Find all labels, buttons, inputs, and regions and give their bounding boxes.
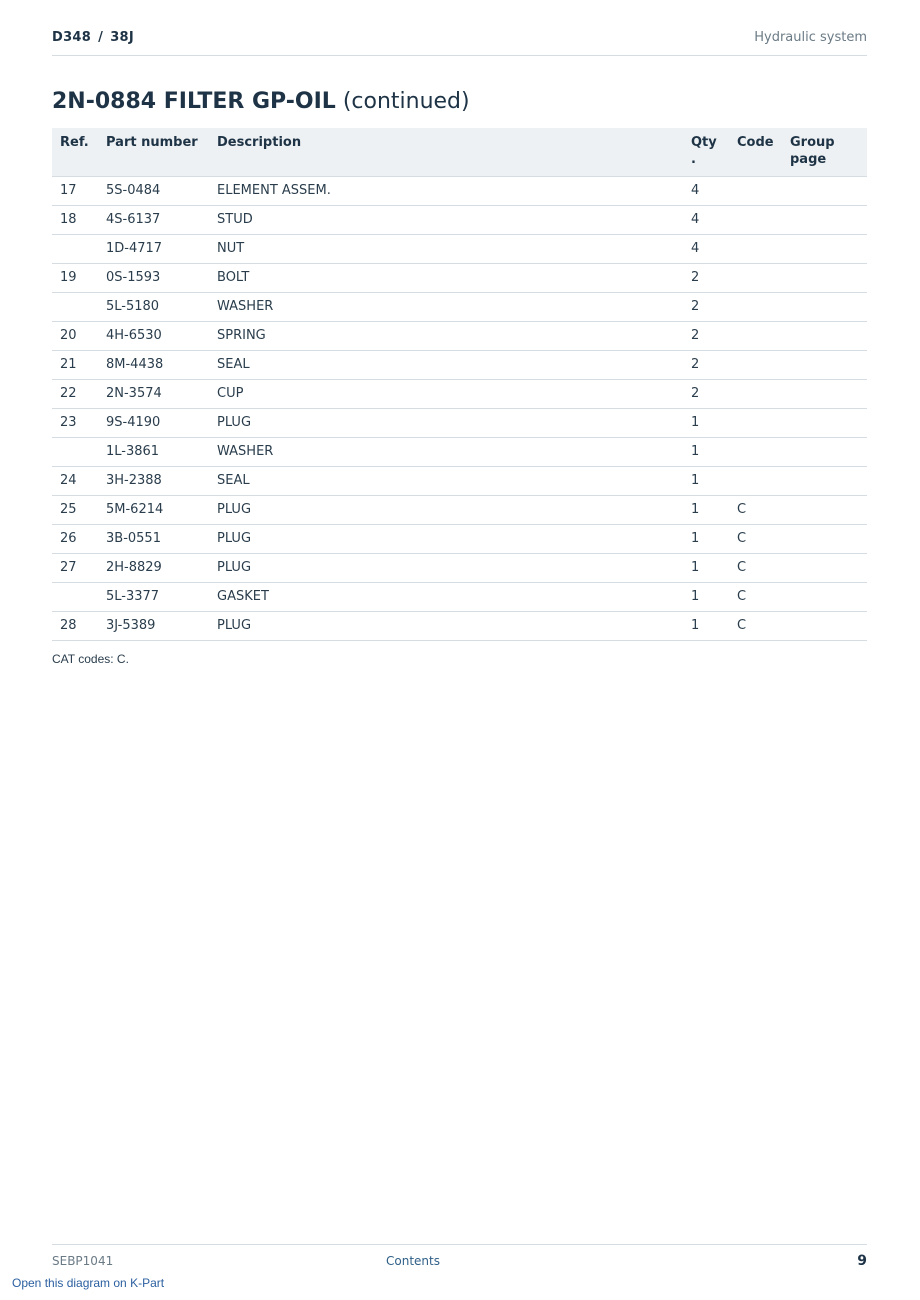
code-cell: [729, 235, 782, 264]
ref-cell: [52, 438, 98, 467]
code-cell: [729, 322, 782, 351]
description-cell: ELEMENT ASSEM.: [209, 177, 683, 206]
part-number-cell: 2H-8829: [98, 554, 209, 583]
group-page-cell: [782, 467, 867, 496]
code-cell: [729, 409, 782, 438]
qty-cell: 2: [683, 380, 729, 409]
description-cell: CUP: [209, 380, 683, 409]
page-number: 9: [857, 1253, 867, 1269]
description-cell: STUD: [209, 206, 683, 235]
qty-cell: 1: [683, 525, 729, 554]
table-row: [52, 496, 867, 525]
group-page-cell: [782, 322, 867, 351]
qty-cell: 1: [683, 496, 729, 525]
qty-cell: 1: [683, 438, 729, 467]
part-number-cell: 8M-4438: [98, 351, 209, 380]
qty-cell: 2: [683, 264, 729, 293]
code-cell: [729, 206, 782, 235]
table-row: [52, 380, 867, 409]
group-page-cell: [782, 177, 867, 206]
description-cell: NUT: [209, 235, 683, 264]
code-cell: [729, 380, 782, 409]
description-cell: PLUG: [209, 409, 683, 438]
group-page-cell: [782, 409, 867, 438]
qty-cell: 4: [683, 235, 729, 264]
ref-cell: [52, 583, 98, 612]
qty-cell: 4: [683, 206, 729, 235]
description-cell: WASHER: [209, 438, 683, 467]
code-cell: [729, 264, 782, 293]
code-cell: C: [729, 525, 782, 554]
table-row: [52, 235, 867, 264]
group-page-cell: [782, 351, 867, 380]
ref-cell: 20: [52, 322, 98, 351]
group-page-header-line1: Group: [790, 135, 835, 150]
ref-cell: 23: [52, 409, 98, 438]
description-cell: SEAL: [209, 351, 683, 380]
table-row: [52, 467, 867, 496]
ref-cell: 26: [52, 525, 98, 554]
section-name: Hydraulic system: [754, 30, 867, 45]
description-cell: PLUG: [209, 525, 683, 554]
description-cell: WASHER: [209, 293, 683, 322]
part-group-title: 2N-0884 FILTER GP-OIL: [52, 89, 336, 114]
column-header-ref: Ref.: [52, 128, 98, 177]
ref-cell: 22: [52, 380, 98, 409]
code-cell: C: [729, 554, 782, 583]
group-page-cell: [782, 235, 867, 264]
group-page-cell: [782, 264, 867, 293]
code-cell: [729, 438, 782, 467]
qty-cell: 2: [683, 351, 729, 380]
ref-cell: [52, 235, 98, 264]
table-row: [52, 293, 867, 322]
table-row: [52, 583, 867, 612]
ref-cell: 27: [52, 554, 98, 583]
table-row: [52, 264, 867, 293]
description-cell: SPRING: [209, 322, 683, 351]
description-cell: BOLT: [209, 264, 683, 293]
ref-cell: 18: [52, 206, 98, 235]
part-number-cell: 5L-3377: [98, 583, 209, 612]
qty-cell: 1: [683, 409, 729, 438]
code-cell: C: [729, 612, 782, 641]
description-cell: PLUG: [209, 554, 683, 583]
table-row: [52, 177, 867, 206]
description-cell: GASKET: [209, 583, 683, 612]
continued-suffix: (continued): [342, 89, 470, 114]
part-number-cell: 0S-1593: [98, 264, 209, 293]
ref-cell: [52, 293, 98, 322]
qty-cell: 1: [683, 467, 729, 496]
part-number-cell: 5M-6214: [98, 496, 209, 525]
code-cell: C: [729, 583, 782, 612]
column-header-description: Description: [209, 128, 683, 177]
part-number-cell: 5L-5180: [98, 293, 209, 322]
open-kpart-link[interactable]: Open this diagram on K-Part: [12, 1276, 165, 1290]
column-header-qty: [683, 128, 729, 177]
column-header-group-page: [782, 128, 867, 177]
parts-table-body: [52, 177, 867, 641]
model-separator: /: [98, 30, 104, 45]
code-cell: C: [729, 496, 782, 525]
table-row: [52, 322, 867, 351]
part-number-cell: 1L-3861: [98, 438, 209, 467]
ref-cell: 25: [52, 496, 98, 525]
group-page-cell: [782, 525, 867, 554]
qty-header-line1: Qty: [691, 135, 717, 150]
document-id: SEBP1041: [52, 1254, 114, 1268]
part-number-cell: 4S-6137: [98, 206, 209, 235]
part-number-cell: 9S-4190: [98, 409, 209, 438]
qty-cell: 2: [683, 293, 729, 322]
code-cell: [729, 467, 782, 496]
page-header: [52, 28, 867, 56]
qty-cell: 1: [683, 554, 729, 583]
qty-header-line2: .: [691, 152, 696, 167]
ref-cell: 17: [52, 177, 98, 206]
ref-cell: 24: [52, 467, 98, 496]
document-page: [52, 0, 867, 1300]
table-row: [52, 438, 867, 467]
table-row: [52, 554, 867, 583]
group-page-cell: [782, 583, 867, 612]
code-cell: [729, 351, 782, 380]
parts-table-header: [52, 128, 867, 177]
qty-cell: 2: [683, 322, 729, 351]
qty-cell: 1: [683, 612, 729, 641]
group-page-cell: [782, 496, 867, 525]
table-row: [52, 612, 867, 641]
group-page-cell: [782, 206, 867, 235]
code-cell: [729, 293, 782, 322]
code-cell: [729, 177, 782, 206]
group-page-cell: [782, 293, 867, 322]
column-header-code: Code: [729, 128, 782, 177]
group-page-header-line2: page: [790, 152, 827, 167]
part-number-cell: 1D-4717: [98, 235, 209, 264]
parts-table: [52, 128, 867, 641]
group-page-cell: [782, 438, 867, 467]
part-number-cell: 3B-0551: [98, 525, 209, 554]
ref-cell: 19: [52, 264, 98, 293]
table-row: [52, 525, 867, 554]
part-number-cell: 5S-0484: [98, 177, 209, 206]
ref-cell: 28: [52, 612, 98, 641]
qty-cell: 4: [683, 177, 729, 206]
table-row: [52, 351, 867, 380]
part-number-cell: 3J-5389: [98, 612, 209, 641]
part-number-cell: 2N-3574: [98, 380, 209, 409]
description-cell: SEAL: [209, 467, 683, 496]
description-cell: PLUG: [209, 496, 683, 525]
part-number-cell: 3H-2388: [98, 467, 209, 496]
group-page-cell: [782, 380, 867, 409]
description-cell: PLUG: [209, 612, 683, 641]
qty-cell: 1: [683, 583, 729, 612]
page-title: [52, 89, 470, 114]
group-page-cell: [782, 554, 867, 583]
model-serial-label: [52, 30, 134, 45]
ref-cell: 21: [52, 351, 98, 380]
contents-link[interactable]: Contents: [386, 1254, 440, 1268]
column-header-part-number: Part number: [98, 128, 209, 177]
table-row: [52, 206, 867, 235]
table-row: [52, 409, 867, 438]
model-name: D348: [52, 30, 92, 45]
page-footer: [52, 1244, 867, 1285]
part-number-cell: 4H-6530: [98, 322, 209, 351]
group-page-cell: [782, 612, 867, 641]
serial-prefix: 38J: [110, 30, 135, 45]
cat-codes-note: CAT codes: C.: [52, 652, 129, 666]
